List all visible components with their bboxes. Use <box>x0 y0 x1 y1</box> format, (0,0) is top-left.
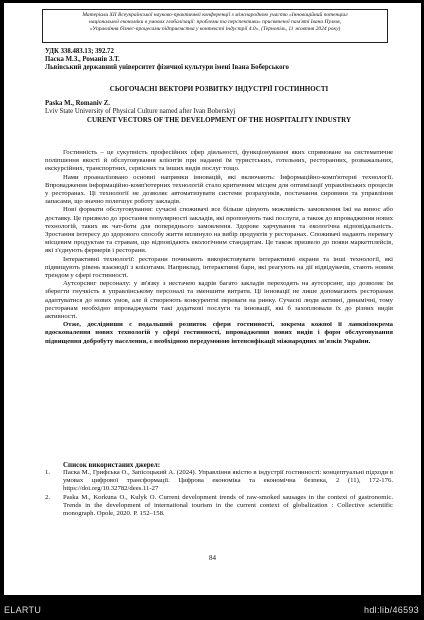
conclusion-paragraph: Отже, дослідивши с подальший розвиток сфери гостинності, зокрема кожної її ланкиізокрема вдосконалення нових технологій у сфері гостинності, впровадження нових видів і форм обслуговування підвищення добробуту населення, є необхідною передумовою інтенсифікації міжнародних зв'язків України. <box>45 321 393 345</box>
reference-number: 2. <box>45 493 51 501</box>
header-line: національної економіки в умовах глобалізації: проблеми та перспективи» присвяченої пам'яті Івана Пулюя, <box>88 19 342 25</box>
reference-text: Паска М., Грифська О., Запісоцький А. (2024). Управління якістю в індустрії гостинності: концептуальні підходи в умовах цифрової трансформації. Цифрова економіка та економічна безпека, 2 (11), 172-176. https://doi.org/10.32782/dees.11-27 <box>63 469 393 493</box>
udc-code: УДК 338.483.13; 392.72 <box>45 48 114 55</box>
repository-label: ELARTU <box>4 605 42 615</box>
conference-header <box>42 9 388 43</box>
header-line: Матеріали XII Всеукраїнської науково-практичної конференції з міжнародною участю «Інноваційний потенціал <box>82 12 348 18</box>
affiliation-ua: Львівський державний університет фізичної культури імені Івана Боберського <box>45 64 289 72</box>
title-en: CURENT VECTORS OF THE DEVELOPMENT OF THE HOSPITALITY INDUSTRY <box>86 116 352 125</box>
body-paragraph: Аутсорсинг персоналу: у зв'язку з нестачею кадрів багато закладів переходять на аутсорсинг, що дозволяє їм зберегти гнучкість в управлінському персоналі та зменшити витрати. Ці інновації не лише допомагають ресторанам адаптуватися до нових умов, але й створюють конкурентні переваги на ринку. Сучасні люди активні, динамічні, тому ресторанам необхідно впроваджувати такі додаткові послуги та інновації, які б захоплювали їх до різних видів активності. <box>45 280 393 321</box>
body-paragraph: Нові формати обслуговування: сучасні споживачі все більше цінують можливість замовлення їжі на винос або доставку. Це призвело до зростання популярності закладів, які пропонують такі послуги, а також до впровадження нових технологій, таких як чат-боти для попереднього замовлення. Здорове харчування та екологічна відповідальність. Зростання інтересу до здорового способу життя вплинуло на вибір продуктів у ресторанах. Споживачі надають перевагу місцевим продуктам та стравам, що відповідають екологічним стандартам. Це також призвело до появи маркетплейсів, які з'єднують фермерів і ресторани. <box>45 206 393 255</box>
references-heading: Список використаних джерел: <box>63 461 161 469</box>
article-body <box>45 149 393 346</box>
header-line: «Управління бізнес-процесами підприємства у контексті індустрії 4.0», (Тернопіль, 11 жовтня 2024 року) <box>89 26 341 32</box>
body-paragraph: Інтерактивні технології: ресторани починають використовувати інтерактивні екрани та інші технології, які підвищують рівень взаємодії з клієнтами. Наприклад, інтерактивні бари, які реагують на дії відвідувачів, стають новим трендом у сфері гостинності. <box>45 255 393 280</box>
title-ua: СЬОГОЧАСНІ ВЕКТОРИ РОЗВИТКУ ІНДУСТРІЇ ГОСТИННОСТІ <box>109 85 329 93</box>
article-meta <box>45 48 393 73</box>
reference-number: 1. <box>45 469 51 476</box>
reference-item <box>45 469 393 494</box>
affiliation-en: Lviv State University of Physical Culture named after Ivan Boberskyj <box>45 108 236 116</box>
reference-item <box>45 494 393 519</box>
page-number: 84 <box>209 554 216 562</box>
document-page <box>4 3 421 595</box>
body-paragraph: Гостинність – це сукупність професійних сфер діяльності, функціонування яких спрямоване на систематичне поліпшення якості й обслуговування клієнтів при наданні їм туристських, готельних, ресторанних, розважальних, екскурсійних, транспортних, сервісних та інших видів послуг тощо. <box>45 149 393 173</box>
references <box>45 461 393 518</box>
authors-en: Paska M., Romaniv Z. <box>45 100 110 107</box>
body-paragraph: Нами проаналізовано основні напрямки інновацій, які включають: Інформаційно-комп'ютерні технології. Впровадження інформаційно-комп'ютерних технологій стало критичним місцем для оптимізації управлінських процесів у ресторанах. Ці технології не дозволяє автоматизувати системи розрахунків, постачання сировини та управління запасами, що значно полегшує роботу закладів. <box>45 173 393 206</box>
english-meta <box>45 100 393 125</box>
authors-ua: Паска М.З., Романів З.Т. <box>45 56 120 64</box>
handle-label: hdl:lib/46593 <box>364 605 419 615</box>
reference-text: Paska M., Korkuna O., Kulyk O. Current development trends of raw-smoked sausages in the context of gastronomic. Trends in the development of international tourism in the current context of globalization : Collective scientific monograph. Opole, 2020. P. 152–158. <box>63 493 393 518</box>
